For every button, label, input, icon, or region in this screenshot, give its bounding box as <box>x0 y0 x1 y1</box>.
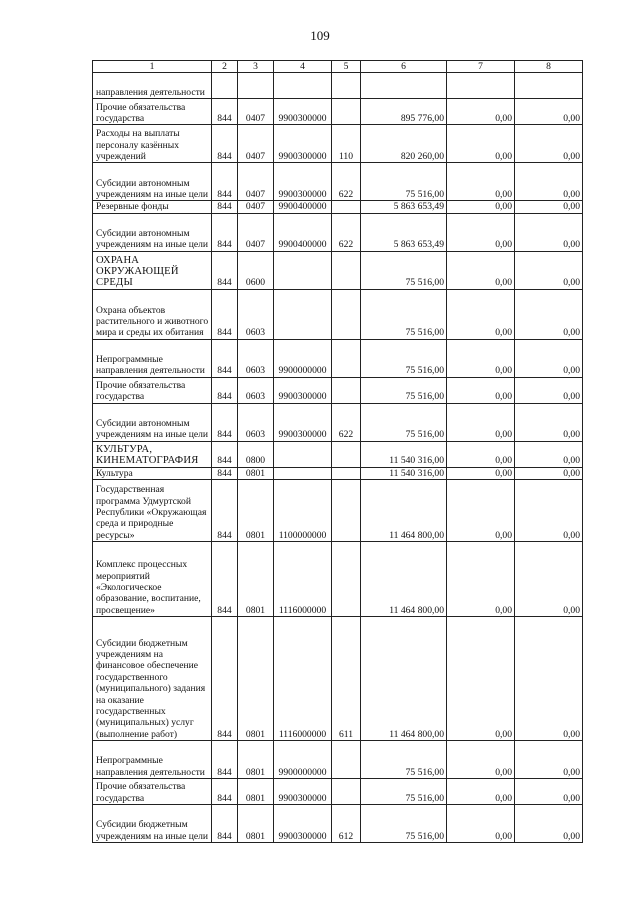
target-article-cell: 9900400000 <box>274 201 332 213</box>
table-row <box>93 251 583 289</box>
code-cell: 844 <box>212 163 238 201</box>
amount-cell <box>361 73 447 99</box>
header-cell: 8 <box>515 61 583 73</box>
amount-cell: 0,00 <box>447 617 515 741</box>
expense-type-cell <box>332 480 361 542</box>
table-row <box>93 542 583 617</box>
amount-cell: 895 776,00 <box>361 99 447 125</box>
header-cell: 1 <box>93 61 212 73</box>
section-cell: 0407 <box>238 213 274 251</box>
amount-cell: 0,00 <box>515 441 583 467</box>
section-cell: 0801 <box>238 741 274 779</box>
code-cell: 844 <box>212 403 238 441</box>
expense-type-cell <box>332 779 361 805</box>
amount-cell <box>447 73 515 99</box>
amount-cell: 0,00 <box>447 741 515 779</box>
section-cell: 0603 <box>238 403 274 441</box>
code-cell: 844 <box>212 213 238 251</box>
expense-type-cell <box>332 467 361 479</box>
code-cell: 844 <box>212 377 238 403</box>
section-cell: 0603 <box>238 377 274 403</box>
table-row <box>93 741 583 779</box>
target-article-cell: 9900300000 <box>274 163 332 201</box>
code-cell: 844 <box>212 99 238 125</box>
expense-type-cell <box>332 542 361 617</box>
amount-cell: 0,00 <box>515 377 583 403</box>
amount-cell <box>515 73 583 99</box>
table-row <box>93 163 583 201</box>
section-cell: 0801 <box>238 805 274 843</box>
expense-type-cell <box>332 201 361 213</box>
amount-cell: 75 516,00 <box>361 779 447 805</box>
section-cell: 0407 <box>238 125 274 163</box>
target-article-cell: 1100000000 <box>274 480 332 542</box>
amount-cell: 0,00 <box>515 617 583 741</box>
section-cell: 0603 <box>238 339 274 377</box>
amount-cell: 0,00 <box>515 403 583 441</box>
amount-cell: 75 516,00 <box>361 741 447 779</box>
amount-cell: 0,00 <box>515 779 583 805</box>
section-cell: 0600 <box>238 251 274 289</box>
table-row <box>93 289 583 339</box>
amount-cell: 0,00 <box>515 289 583 339</box>
target-article-cell <box>274 73 332 99</box>
expense-type-cell <box>332 73 361 99</box>
header-cell: 7 <box>447 61 515 73</box>
code-cell: 844 <box>212 125 238 163</box>
page-number: 109 <box>310 28 330 43</box>
item-name-cell: Прочие обязательства государства <box>93 99 212 125</box>
code-cell: 844 <box>212 542 238 617</box>
amount-cell: 75 516,00 <box>361 377 447 403</box>
section-cell: 0603 <box>238 289 274 339</box>
amount-cell: 0,00 <box>515 467 583 479</box>
code-cell: 844 <box>212 805 238 843</box>
table-row <box>93 213 583 251</box>
amount-cell: 5 863 653,49 <box>361 213 447 251</box>
code-cell: 844 <box>212 339 238 377</box>
target-article-cell: 9900300000 <box>274 403 332 441</box>
item-name-cell: Государственная программа Удмуртской Республики «Окружающая среда и природные ресурсы» <box>93 480 212 542</box>
code-cell: 844 <box>212 289 238 339</box>
amount-cell: 0,00 <box>447 201 515 213</box>
amount-cell: 11 464 800,00 <box>361 480 447 542</box>
expense-type-cell <box>332 289 361 339</box>
target-article-cell: 9900400000 <box>274 213 332 251</box>
target-article-cell: 1116000000 <box>274 542 332 617</box>
amount-cell: 75 516,00 <box>361 805 447 843</box>
code-cell <box>212 73 238 99</box>
item-name-cell: Субсидии бюджетным учреждениям на иные цели <box>93 805 212 843</box>
code-cell: 844 <box>212 467 238 479</box>
header-row <box>93 61 583 73</box>
item-name-cell: Субсидии автономным учреждениям на иные цели <box>93 163 212 201</box>
table-row <box>93 441 583 467</box>
section-cell <box>238 73 274 99</box>
section-cell: 0801 <box>238 467 274 479</box>
target-article-cell: 9900300000 <box>274 125 332 163</box>
section-cell: 0801 <box>238 779 274 805</box>
target-article-cell: 9900300000 <box>274 805 332 843</box>
item-name-cell: направления деятельности <box>93 73 212 99</box>
target-article-cell <box>274 251 332 289</box>
table-row <box>93 617 583 741</box>
table-row <box>93 201 583 213</box>
amount-cell: 0,00 <box>447 213 515 251</box>
amount-cell: 0,00 <box>447 125 515 163</box>
amount-cell: 75 516,00 <box>361 339 447 377</box>
amount-cell: 0,00 <box>515 125 583 163</box>
expense-type-cell <box>332 339 361 377</box>
header-cell: 3 <box>238 61 274 73</box>
item-name-cell: Комплекс процессных мероприятий «Экологическое образование, воспитание, просвещение» <box>93 542 212 617</box>
item-name-cell: Культура <box>93 467 212 479</box>
code-cell: 844 <box>212 251 238 289</box>
item-name-cell: Субсидии автономным учреждениям на иные цели <box>93 403 212 441</box>
target-article-cell: 9900300000 <box>274 377 332 403</box>
amount-cell: 0,00 <box>515 805 583 843</box>
amount-cell: 75 516,00 <box>361 403 447 441</box>
amount-cell: 0,00 <box>447 377 515 403</box>
amount-cell: 75 516,00 <box>361 163 447 201</box>
header-cell: 4 <box>274 61 332 73</box>
amount-cell: 11 540 316,00 <box>361 441 447 467</box>
amount-cell: 11 540 316,00 <box>361 467 447 479</box>
section-cell: 0407 <box>238 99 274 125</box>
code-cell: 844 <box>212 480 238 542</box>
target-article-cell <box>274 441 332 467</box>
amount-cell: 0,00 <box>515 542 583 617</box>
amount-cell: 75 516,00 <box>361 251 447 289</box>
target-article-cell: 9900300000 <box>274 779 332 805</box>
amount-cell: 0,00 <box>447 403 515 441</box>
target-article-cell: 9900300000 <box>274 99 332 125</box>
table-row <box>93 779 583 805</box>
expense-type-cell: 612 <box>332 805 361 843</box>
item-name-cell: Резервные фонды <box>93 201 212 213</box>
item-name-cell: Непрограммные направления деятельности <box>93 741 212 779</box>
expense-type-cell <box>332 441 361 467</box>
item-name-cell: Прочие обязательства государства <box>93 779 212 805</box>
code-cell: 844 <box>212 441 238 467</box>
amount-cell: 11 464 800,00 <box>361 617 447 741</box>
target-article-cell: 9900000000 <box>274 741 332 779</box>
amount-cell: 0,00 <box>515 213 583 251</box>
item-name-cell: Расходы на выплаты персоналу казённых учреждений <box>93 125 212 163</box>
amount-cell: 5 863 653,49 <box>361 201 447 213</box>
item-name-cell: Непрограммные направления деятельности <box>93 339 212 377</box>
target-article-cell <box>274 467 332 479</box>
section-cell: 0800 <box>238 441 274 467</box>
amount-cell: 0,00 <box>515 99 583 125</box>
amount-cell: 0,00 <box>447 289 515 339</box>
section-cell: 0407 <box>238 163 274 201</box>
code-cell: 844 <box>212 617 238 741</box>
amount-cell: 0,00 <box>447 779 515 805</box>
table-row <box>93 480 583 542</box>
expense-type-cell: 622 <box>332 403 361 441</box>
amount-cell: 0,00 <box>447 480 515 542</box>
amount-cell: 0,00 <box>447 467 515 479</box>
amount-cell: 0,00 <box>515 339 583 377</box>
expense-type-cell: 622 <box>332 163 361 201</box>
target-article-cell <box>274 289 332 339</box>
amount-cell: 0,00 <box>515 163 583 201</box>
table-row <box>93 339 583 377</box>
amount-cell: 0,00 <box>447 339 515 377</box>
amount-cell: 0,00 <box>447 163 515 201</box>
amount-cell: 0,00 <box>447 805 515 843</box>
header-cell: 6 <box>361 61 447 73</box>
expense-type-cell <box>332 377 361 403</box>
amount-cell: 0,00 <box>447 441 515 467</box>
header-cell: 2 <box>212 61 238 73</box>
item-name-cell: Прочие обязательства государства <box>93 377 212 403</box>
item-name-cell: Субсидии автономным учреждениям на иные цели <box>93 213 212 251</box>
item-name-cell: ОХРАНА ОКРУЖАЮЩЕЙ СРЕДЫ <box>93 251 212 289</box>
target-article-cell: 1116000000 <box>274 617 332 741</box>
expense-type-cell: 110 <box>332 125 361 163</box>
header-cell: 5 <box>332 61 361 73</box>
expense-type-cell <box>332 741 361 779</box>
amount-cell: 0,00 <box>447 251 515 289</box>
amount-cell: 0,00 <box>515 251 583 289</box>
code-cell: 844 <box>212 779 238 805</box>
table-row <box>93 805 583 843</box>
section-cell: 0801 <box>238 480 274 542</box>
item-name-cell: Субсидии бюджетным учреждениям на финансовое обеспечение государственного (муниципального) задания на оказание государственных (муниципальных) услуг (выполнение работ) <box>93 617 212 741</box>
table-row <box>93 403 583 441</box>
amount-cell: 0,00 <box>447 542 515 617</box>
amount-cell: 0,00 <box>515 480 583 542</box>
amount-cell: 0,00 <box>515 201 583 213</box>
section-cell: 0801 <box>238 542 274 617</box>
table-row <box>93 99 583 125</box>
table-row <box>93 467 583 479</box>
section-cell: 0407 <box>238 201 274 213</box>
table-row <box>93 377 583 403</box>
expense-type-cell: 611 <box>332 617 361 741</box>
code-cell: 844 <box>212 741 238 779</box>
amount-cell: 75 516,00 <box>361 289 447 339</box>
amount-cell: 0,00 <box>515 741 583 779</box>
table-row <box>93 125 583 163</box>
item-name-cell: КУЛЬТУРА, КИНЕМАТОГРАФИЯ <box>93 441 212 467</box>
amount-cell: 0,00 <box>447 99 515 125</box>
amount-cell: 11 464 800,00 <box>361 542 447 617</box>
expense-type-cell: 622 <box>332 213 361 251</box>
section-cell: 0801 <box>238 617 274 741</box>
table-row <box>93 73 583 99</box>
expense-type-cell <box>332 99 361 125</box>
code-cell: 844 <box>212 201 238 213</box>
budget-table <box>92 60 583 843</box>
expense-type-cell <box>332 251 361 289</box>
amount-cell: 820 260,00 <box>361 125 447 163</box>
target-article-cell: 9900000000 <box>274 339 332 377</box>
item-name-cell: Охрана объектов растительного и животного мира и среды их обитания <box>93 289 212 339</box>
